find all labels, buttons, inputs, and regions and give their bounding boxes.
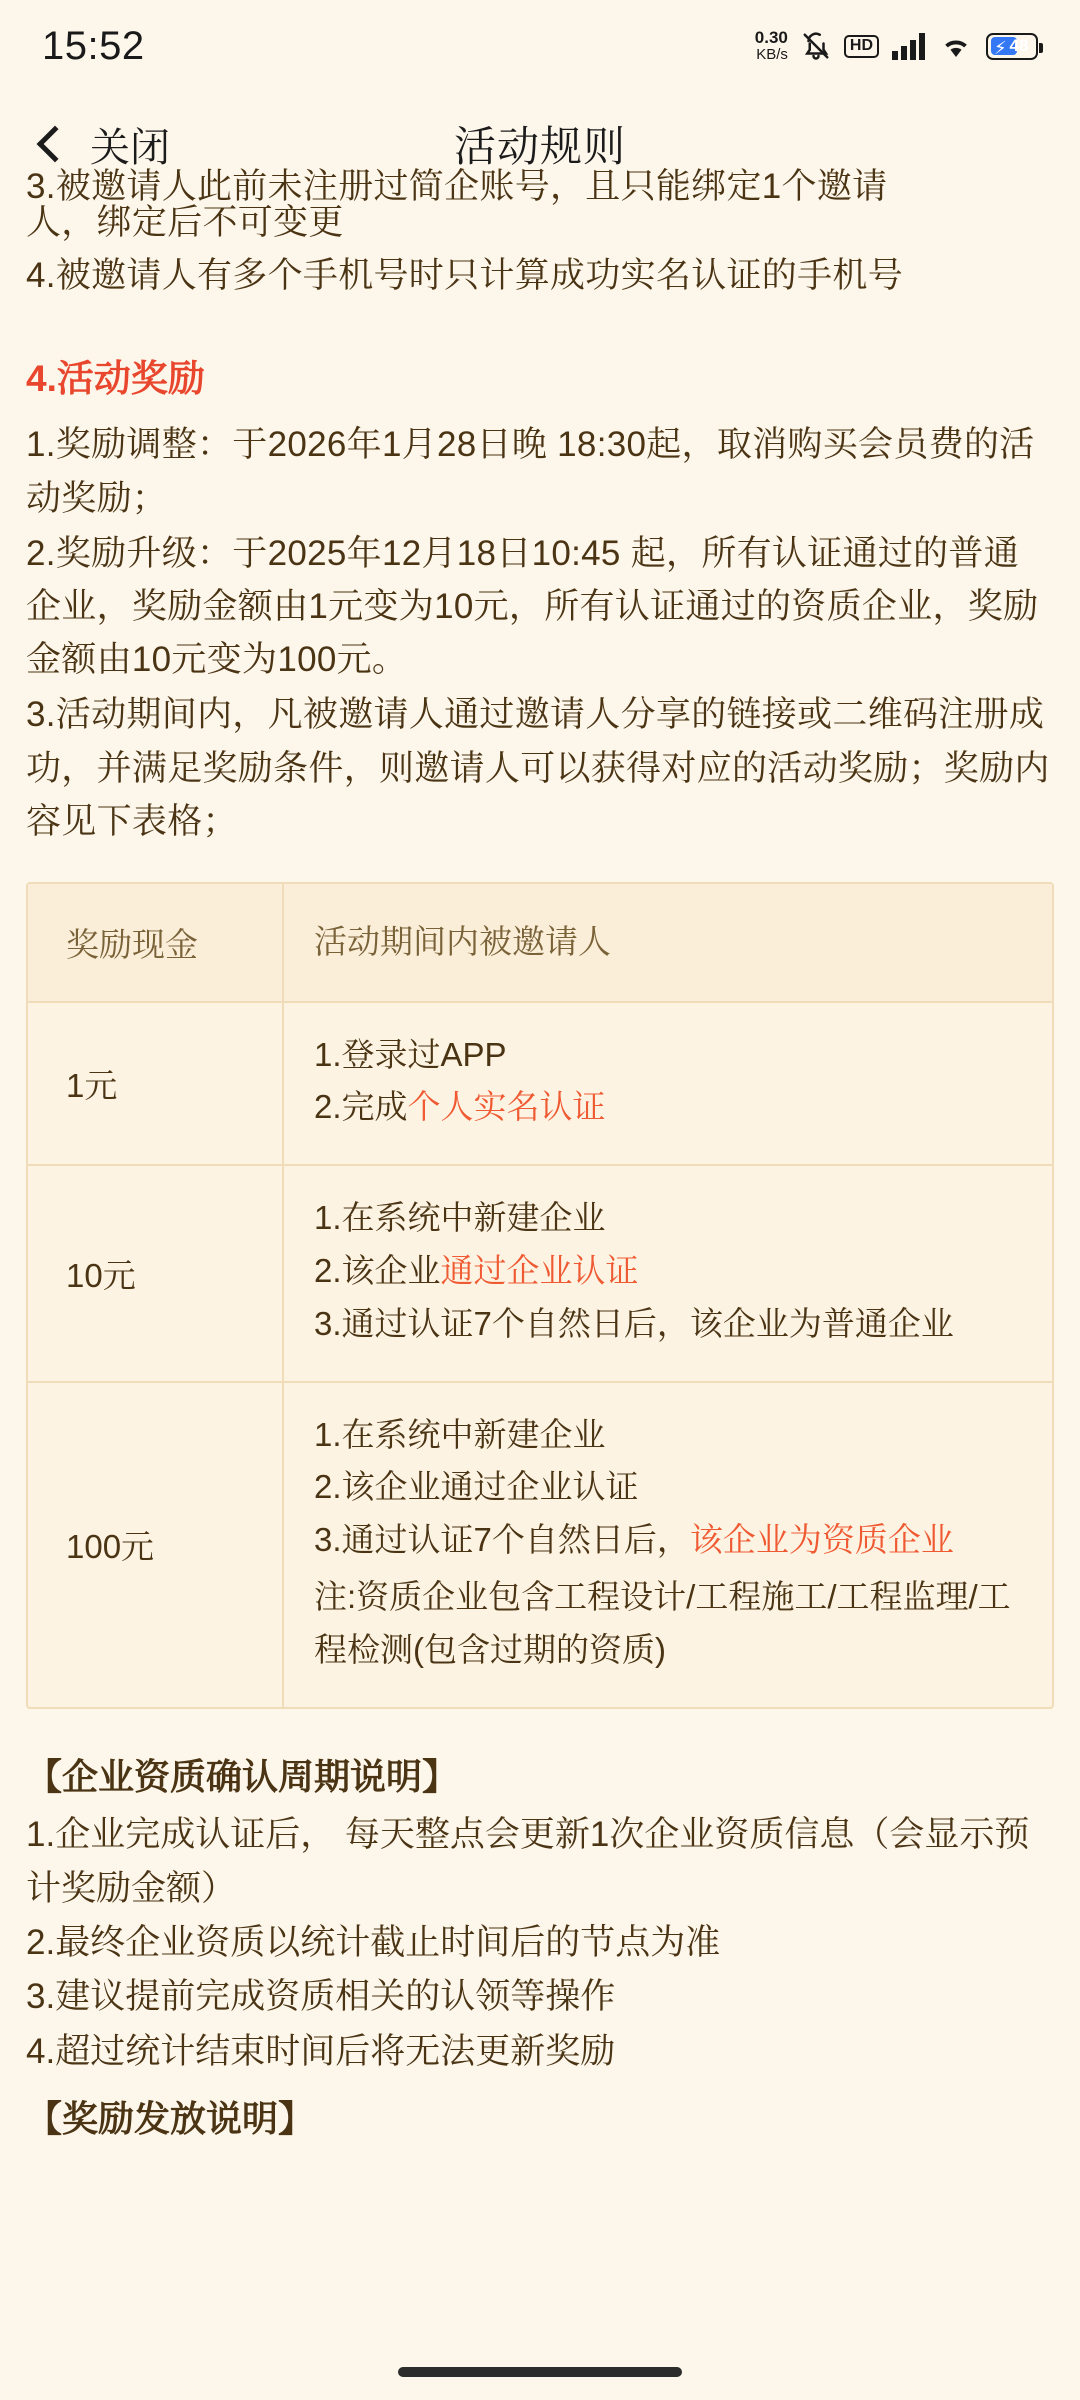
wifi-icon [939, 32, 973, 60]
network-speed-unit: KB/s [756, 46, 788, 64]
table-row [28, 1001, 1052, 1165]
rules-content[interactable] [0, 167, 1080, 2344]
table-cell-amount: 100元 [28, 1383, 284, 1707]
qualification-line-2: 2.最终企业资质以统计截止时间后的节点为准 [26, 1923, 721, 1963]
condition-item [314, 1081, 1026, 1134]
back-button[interactable] [36, 116, 170, 173]
condition-highlight: 个人实名认证 [407, 1088, 606, 1126]
table-cell-conditions [284, 1003, 1052, 1165]
rule-line-4: 4.被邀请人有多个手机号时只计算成功实名认证的手机号 [26, 256, 903, 296]
network-speed-value: 0.30 [754, 28, 788, 48]
condition-text: 2.该企业通过企业认证 [314, 1468, 639, 1506]
qualification-line-4: 4.超过统计结束时间后将无法更新奖励 [26, 2031, 616, 2071]
condition-item [314, 1409, 1026, 1462]
battery-indicator [986, 33, 1038, 60]
rule-line-3-cont: 人，绑定后不可变更 [26, 203, 344, 242]
table-cell-amount: 1元 [28, 1003, 284, 1165]
condition-item [314, 1298, 1026, 1351]
condition-text: 1.在系统中新建企业 [314, 1415, 606, 1453]
status-bar [0, 0, 1080, 92]
qualification-line-3: 3.建议提前完成资质相关的认领等操作 [26, 1977, 616, 2017]
status-icons [755, 29, 1038, 63]
qualification-cycle-heading: 【企业资质确认周期说明】 [26, 1755, 459, 1797]
reward-paragraph-1: 1.奖励调整：于2026年1月28日晚 18:30起，取消购买会员费的活动奖励； [26, 425, 1035, 518]
home-indicator-pill[interactable] [398, 2367, 682, 2377]
condition-highlight: 该企业为资质企业 [689, 1521, 954, 1559]
condition-item [314, 1245, 1026, 1298]
condition-text: 1.登录过APP [314, 1035, 507, 1073]
condition-item [314, 1514, 1026, 1567]
bell-mute-icon [801, 31, 831, 61]
condition-text: 2.完成 [314, 1088, 408, 1126]
home-indicator[interactable] [0, 2344, 1080, 2400]
table-header-amount: 奖励现金 [28, 884, 284, 1001]
condition-note: 注:资质企业包含工程设计/工程施工/工程监理/工程检测(包含过期的资质) [314, 1578, 1011, 1668]
signal-bars-icon [892, 32, 926, 60]
table-row [28, 1164, 1052, 1380]
page-title: 活动规则 [453, 123, 626, 170]
clipped-bottom-text [26, 2091, 1054, 2139]
condition-text: 3.通过认证7个自然日后， [314, 1521, 690, 1559]
qualification-line-1: 1.企业完成认证后， 每天整点会更新1次企业资质信息（会显示预计奖励金额） [26, 1814, 1030, 1908]
clipped-top-text [26, 160, 1054, 206]
charging-bolt-icon: ⚡ [994, 37, 1007, 58]
rule-line-clipped: 3.被邀请人此前未注册过简企账号，且只能绑定1个邀请 [26, 167, 888, 206]
reward-paragraph-3: 3.活动期间内，凡被邀请人通过邀请人分享的链接或二维码注册成功，并满足奖励条件，则邀请人可以获得对应的活动奖励；奖励内容见下表格； [26, 695, 1050, 841]
reward-issue-heading: 【奖励发放说明】 [26, 2097, 315, 2139]
condition-text: 2.该企业 [314, 1252, 441, 1290]
condition-item [314, 1461, 1026, 1514]
table-cell-conditions [284, 1383, 1052, 1707]
section-heading-rewards: 4.活动奖励 [26, 358, 205, 400]
table-row [28, 1381, 1052, 1707]
condition-text: 1.在系统中新建企业 [314, 1199, 606, 1237]
hd-badge: HD [844, 35, 879, 58]
condition-item [314, 1192, 1026, 1245]
close-label[interactable]: 关闭 [90, 125, 170, 170]
table-cell-conditions [284, 1166, 1052, 1380]
chevron-left-icon[interactable] [37, 126, 74, 163]
reward-table [26, 882, 1054, 1709]
table-header-row [28, 884, 1052, 1001]
reward-paragraph-2: 2.奖励升级：于2025年12月18日10:45 起，所有认证通过的普通企业，奖励金额由1元变为10元，所有认证通过的资质企业，奖励金额由10元变为100元。 [26, 533, 1039, 680]
network-speed [755, 29, 788, 63]
table-header-conditions: 活动期间内被邀请人 [284, 884, 1052, 1001]
condition-item [314, 1029, 1026, 1082]
condition-text: 3.通过认证7个自然日后，该企业为普通企业 [314, 1304, 954, 1342]
condition-highlight: 通过企业认证 [440, 1252, 639, 1290]
battery-level: 48 [1009, 36, 1029, 55]
table-cell-amount: 10元 [28, 1166, 284, 1380]
status-time: 15:52 [42, 23, 145, 68]
